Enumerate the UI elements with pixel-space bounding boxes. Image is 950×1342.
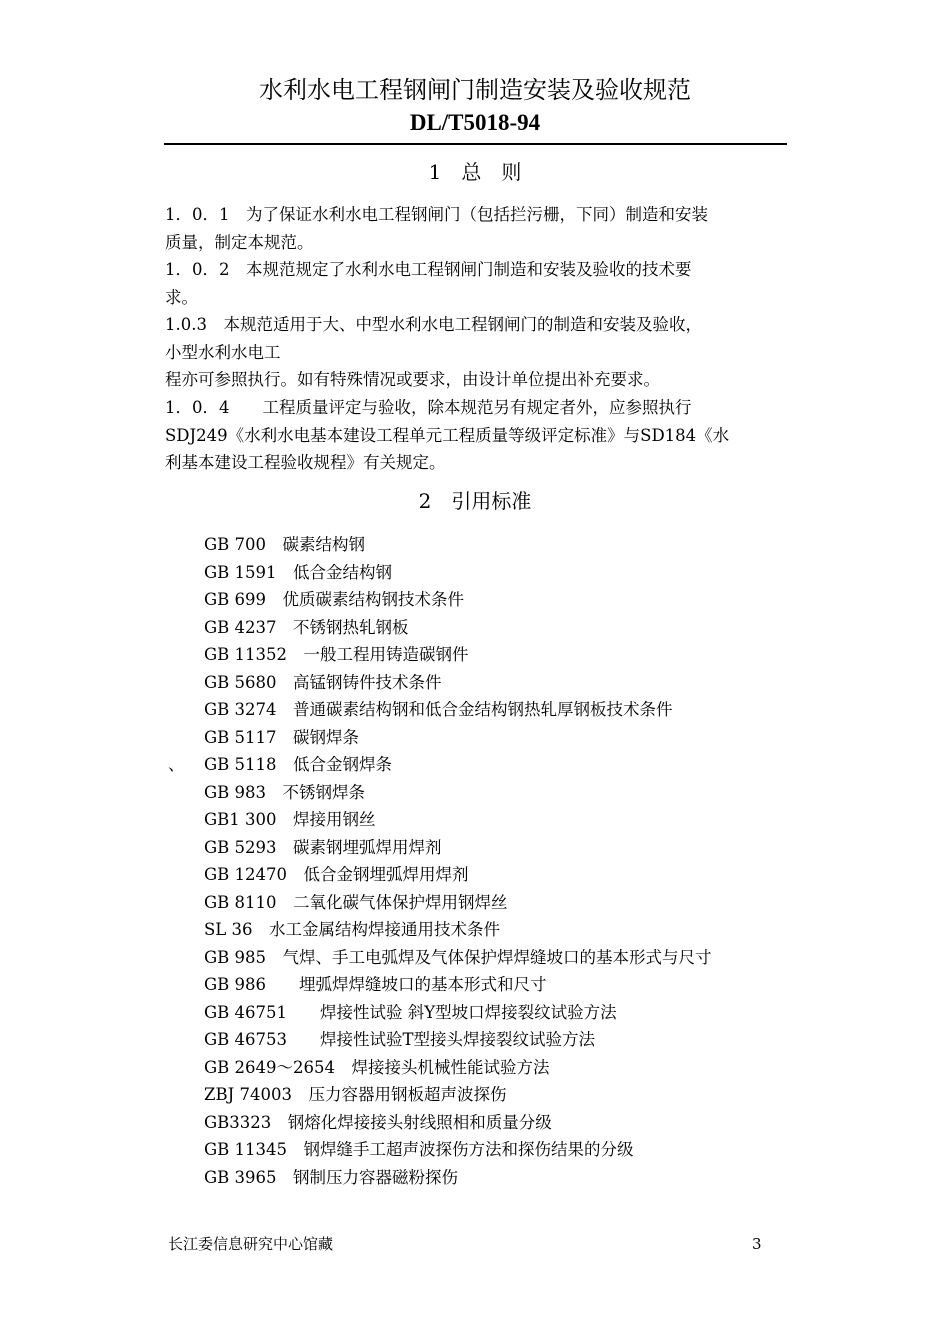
- clause-line: 1．0．1 为了保证水利水电工程钢闸门（包括拦污栅，下同）制造和安装: [165, 205, 708, 224]
- section-heading-general: 1 总 则: [428, 160, 522, 184]
- reference-item: GB 5680 高锰钢铸件技术条件: [204, 672, 442, 692]
- clause-1-0-4: [165, 394, 795, 477]
- header-rule: [164, 143, 787, 145]
- stray-mark: 、: [168, 755, 185, 774]
- clause-line: 小型水利水电工: [165, 342, 281, 362]
- reference-item: GB 5118 低合金钢焊条: [204, 755, 393, 774]
- reference-item: GB 11352 一般工程用铸造碳钢件: [204, 645, 469, 664]
- reference-item: GB 985 气焊、手工电弧焊及气体保护焊焊缝坡口的基本形式与尺寸: [204, 947, 712, 967]
- reference-item: GB 8110 二氧化碳气体保护焊用钢焊丝: [204, 892, 508, 912]
- clause-line: 利基本建设工程验收规程》有关规定。: [165, 453, 446, 472]
- reference-item: GB 2649～2654 焊接接头机械性能试验方法: [204, 1057, 550, 1077]
- reference-item: GB3323 钢熔化焊接接头射线照相和质量分级: [204, 1112, 552, 1132]
- section-heading-references: 2 引用标准: [418, 489, 532, 513]
- reference-list: [204, 531, 712, 1191]
- reference-item: GB 700 碳素结构钢: [204, 535, 366, 554]
- document-title: 水利水电工程钢闸门制造安装及验收规范: [259, 76, 691, 104]
- page-number: 3: [752, 1235, 762, 1253]
- reference-item: GB 5293 碳素钢埋弧焊用焊剂: [204, 837, 442, 857]
- reference-item: SL 36 水工金属结构焊接通用技术条件: [204, 920, 501, 939]
- clause-line: 1.0.3 本规范适用于大、中型水利水电工程钢闸门的制造和安装及验收，: [165, 315, 702, 334]
- clause-1-0-3: [165, 311, 795, 394]
- clause-line: 1．0．4 工程质量评定与验收，除本规范另有规定者外，应参照执行: [165, 398, 692, 417]
- standard-code: DL/T5018-94: [409, 110, 541, 135]
- reference-item: GB 983 不锈钢焊条: [204, 782, 366, 802]
- reference-item: GB1 300 焊接用钢丝: [204, 810, 376, 829]
- reference-item: GB 1591 低合金结构钢: [204, 562, 393, 582]
- reference-item: GB 46751 焊接性试验 斜Y型坡口焊接裂纹试验方法: [204, 1002, 617, 1022]
- clause-line: 质量，制定本规范。: [165, 232, 314, 252]
- reference-item: GB 11345 钢焊缝手工超声波探伤方法和探伤结果的分级: [204, 1140, 634, 1159]
- footer-source: 长江委信息研究中心馆藏: [168, 1235, 334, 1253]
- clause-1-0-1: [165, 201, 795, 256]
- reference-item: GB 5117 碳钢焊条: [204, 727, 360, 747]
- reference-item: GB 699 优质碳素结构钢技术条件: [204, 590, 465, 609]
- reference-item: GB 3965 钢制压力容器磁粉探伤: [204, 1167, 459, 1187]
- reference-item: GB 3274 普通碳素结构钢和低合金结构钢热轧厚钢板技术条件: [204, 700, 673, 719]
- clause-line: 程亦可参照执行。如有特殊情况或要求，由设计单位提出补充要求。: [165, 370, 660, 389]
- clause-1-0-2: [165, 256, 795, 311]
- reference-item: GB 4237 不锈钢热轧钢板: [204, 617, 409, 637]
- reference-item: GB 12470 低合金钢埋弧焊用焊剂: [204, 865, 469, 884]
- clause-line: 求。: [165, 287, 198, 307]
- reference-item: GB 46753 焊接性试验T型接头焊接裂纹试验方法: [204, 1030, 596, 1049]
- clause-line: SDJ249《水利水电基本建设工程单元工程质量等级评定标准》与SD184《水: [165, 425, 730, 445]
- reference-item: GB 986 埋弧焊焊缝坡口的基本形式和尺寸: [204, 975, 547, 994]
- reference-item: ZBJ 74003 压力容器用钢板超声波探伤: [204, 1085, 507, 1104]
- clause-line: 1．0．2 本规范规定了水利水电工程钢闸门制造和安装及验收的技术要: [165, 260, 692, 279]
